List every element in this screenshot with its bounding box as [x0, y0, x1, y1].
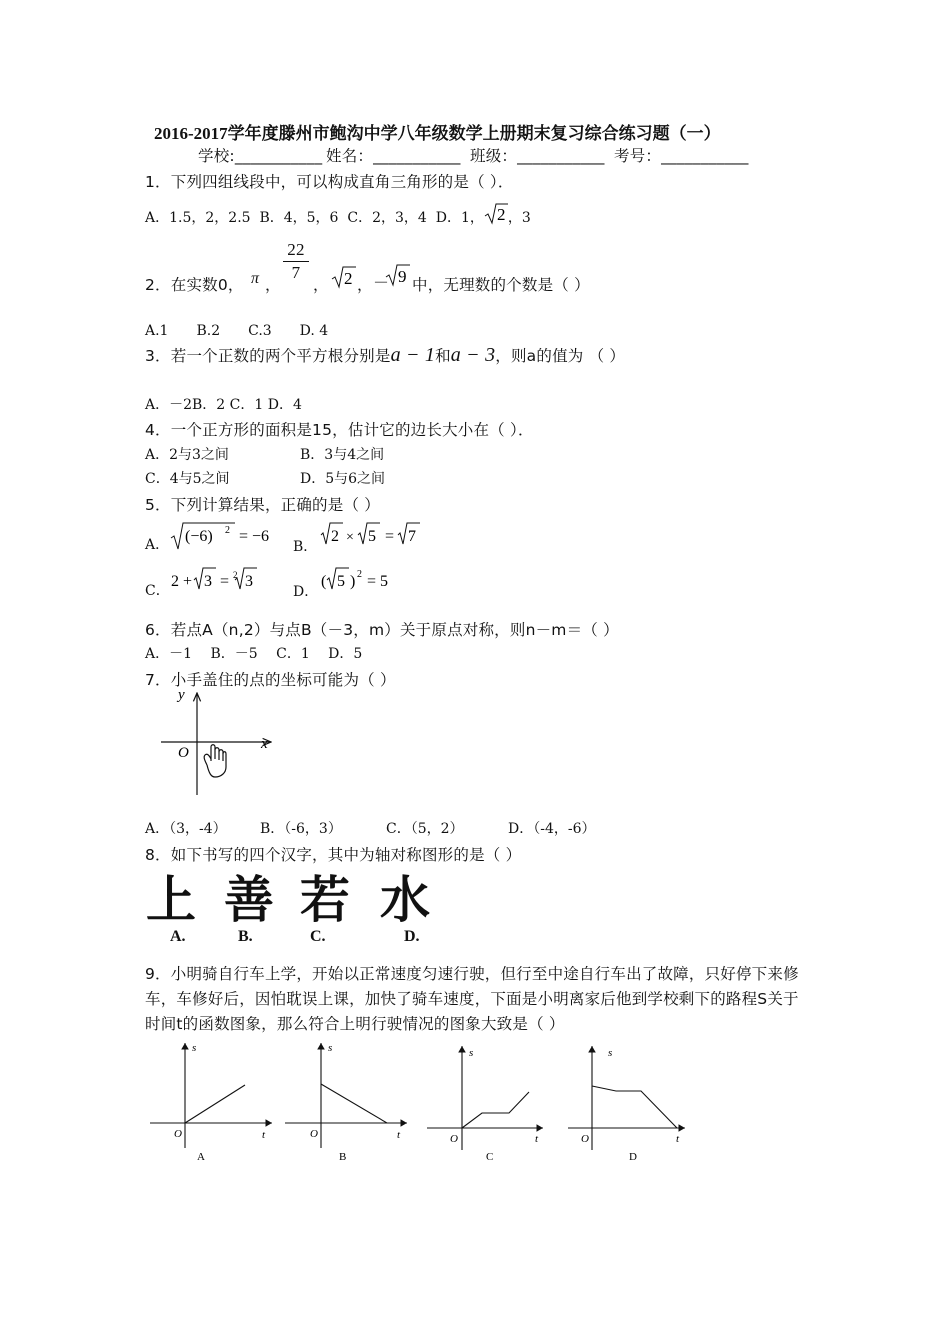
q5-option-b: B． 2 × 5 = 7: [293, 518, 443, 552]
svg-text:s: s: [192, 1042, 197, 1054]
svg-text:t: t: [262, 1129, 266, 1141]
svg-text:O: O: [450, 1133, 458, 1145]
svg-text:(: (: [321, 573, 327, 590]
q4-option-c: C．4与5之间: [145, 471, 230, 487]
q5-option-d: D． ( 5 ) 2 = 5: [293, 569, 389, 600]
svg-text:D: D: [629, 1151, 637, 1163]
svg-text:7: 7: [408, 528, 416, 545]
q7-option-d: D．（-4，-6）: [508, 821, 596, 837]
q6-options: A．－1 B．－5 C．1 D．5: [145, 646, 363, 662]
q8-label-a: A.: [170, 928, 186, 945]
graph-b: [285, 1042, 407, 1163]
char-ruo: 若: [300, 871, 352, 929]
fraction-22-7: 22 7: [283, 240, 309, 283]
svg-text:2: 2: [331, 528, 339, 545]
header-number: 考号：___________: [614, 147, 749, 165]
graph-a: [150, 1042, 272, 1163]
x-axis-label: x: [261, 736, 268, 752]
svg-text:2: 2: [357, 569, 362, 580]
q5-option-a: A． (−6) 2 = −6: [145, 525, 270, 553]
q1-option-d: D．1， 2 ，3: [436, 210, 531, 226]
svg-text:5: 5: [337, 573, 345, 590]
origin-label: O: [178, 745, 189, 761]
y-axis-label: y: [178, 687, 185, 703]
svg-text:O: O: [310, 1128, 318, 1140]
q4-option-d: D．5与6之间: [300, 471, 386, 487]
q7-option-c: C．（5，2）: [386, 821, 464, 837]
q2-options: A.1 B.2 C.3 D. 4: [145, 323, 329, 339]
svg-text:2 +: 2 +: [171, 573, 193, 590]
q5-option-c: C． 2 + 3 = 2 3: [145, 563, 285, 597]
q7-stem: 7．小手盖住的点的坐标可能为（ ）: [145, 671, 396, 689]
svg-text:C: C: [486, 1151, 494, 1163]
svg-text:2: 2: [496, 205, 506, 224]
q9-graphs: [145, 1038, 705, 1168]
sqrt2-expression: [331, 264, 357, 290]
svg-text:(−6): (−6): [185, 528, 213, 545]
svg-text:t: t: [397, 1129, 401, 1141]
svg-text:s: s: [469, 1047, 474, 1059]
graph-b-line: [321, 1084, 387, 1123]
svg-text:O: O: [174, 1128, 182, 1140]
q9-stem: 9．小明骑自行车上学，开始以正常速度匀速行驶，但行至中途自行车出了故障，只好停下来修车，车修好后，因怕耽误上课，加快了骑车速度，下面是小明离家后他到学校剩下的路程S关于时间t的函数图象，那么符合上明行驶情况的图象大致是（ ）: [145, 965, 799, 1033]
hand-icon: [204, 745, 226, 777]
q7-option-a: A．（3，-4）: [145, 821, 227, 837]
graph-c: [427, 1046, 543, 1163]
svg-text:t: t: [676, 1133, 680, 1145]
graph-d: [568, 1046, 685, 1163]
header-name: 姓名：___________: [326, 147, 461, 165]
char-shan: 善: [224, 871, 276, 929]
svg-text:= −6: = −6: [239, 528, 270, 545]
svg-text:2: 2: [225, 525, 230, 536]
svg-text:=: =: [385, 528, 395, 545]
svg-text:=: =: [220, 573, 230, 590]
graph-a-line: [185, 1085, 245, 1123]
q3-options: A．－2B．2 C．1 D．4: [145, 397, 302, 413]
pi-symbol: π: [251, 270, 260, 287]
expr-a-minus-1: a − 1: [390, 344, 436, 366]
q1-option-b: B．4，5，6: [259, 210, 339, 226]
page-title: 2016-2017学年度滕州市鲍沟中学八年级数学上册期末复习综合练习题（一）: [154, 124, 721, 143]
svg-text:A: A: [197, 1151, 205, 1163]
q1-options: [145, 202, 531, 227]
char-shui: 水: [380, 871, 432, 929]
svg-text:s: s: [608, 1047, 613, 1059]
sqrt-symbol: [484, 202, 508, 226]
svg-text:×: ×: [346, 530, 354, 545]
q1-option-a: A．1.5，2，2.5: [145, 210, 251, 226]
q7-option-b: B．（-6，3）: [260, 821, 342, 837]
svg-text:s: s: [328, 1042, 333, 1054]
svg-text:B: B: [339, 1151, 347, 1163]
svg-text:2: 2: [344, 269, 353, 288]
svg-text:): ): [350, 573, 356, 590]
expr-a-minus-3: a − 3: [450, 344, 496, 366]
header-class: 班级：___________: [470, 147, 605, 165]
q4-stem: 4．一个正方形的面积是15，估计它的边长大小在（ ）．: [145, 421, 534, 439]
svg-text:= 5: = 5: [367, 573, 389, 590]
q1-option-c: C．2，3，4: [347, 210, 427, 226]
coordinate-diagram: [155, 687, 285, 802]
q8-stem: 8．如下书写的四个汉字，其中为轴对称图形的是（ ）: [145, 846, 522, 864]
q8-label-c: C.: [310, 928, 326, 945]
q8-label-b: B.: [238, 928, 253, 945]
svg-text:5: 5: [368, 528, 376, 545]
q3-stem: 3．若一个正数的两个平方根分别是a − 1和a − 3，则a的值为 （ ）: [145, 344, 626, 366]
graph-d-line: [592, 1086, 677, 1128]
svg-text:9: 9: [398, 267, 407, 286]
svg-text:O: O: [581, 1133, 589, 1145]
graph-c-line: [462, 1092, 529, 1128]
char-shang: 上: [146, 871, 198, 929]
sqrt9-expression: [385, 262, 411, 288]
q5-stem: 5．下列计算结果，正确的是（ ）: [145, 496, 380, 514]
q4-option-b: B．3与4之间: [300, 447, 385, 463]
svg-text:2: 2: [233, 570, 238, 580]
q8-label-d: D.: [404, 928, 420, 945]
svg-text:t: t: [535, 1133, 539, 1145]
svg-text:3: 3: [245, 573, 253, 590]
header-school: 学校:___________: [198, 147, 323, 165]
svg-text:3: 3: [204, 573, 212, 590]
q1-stem: 1．下列四组线段中，可以构成直角三角形的是（ ）．: [145, 173, 514, 191]
q6-stem: 6．若点A（n,2）与点B（－3，m）关于原点对称，则n－m＝（ ）: [145, 621, 619, 639]
q4-option-a: A．2与3之间: [145, 447, 229, 463]
